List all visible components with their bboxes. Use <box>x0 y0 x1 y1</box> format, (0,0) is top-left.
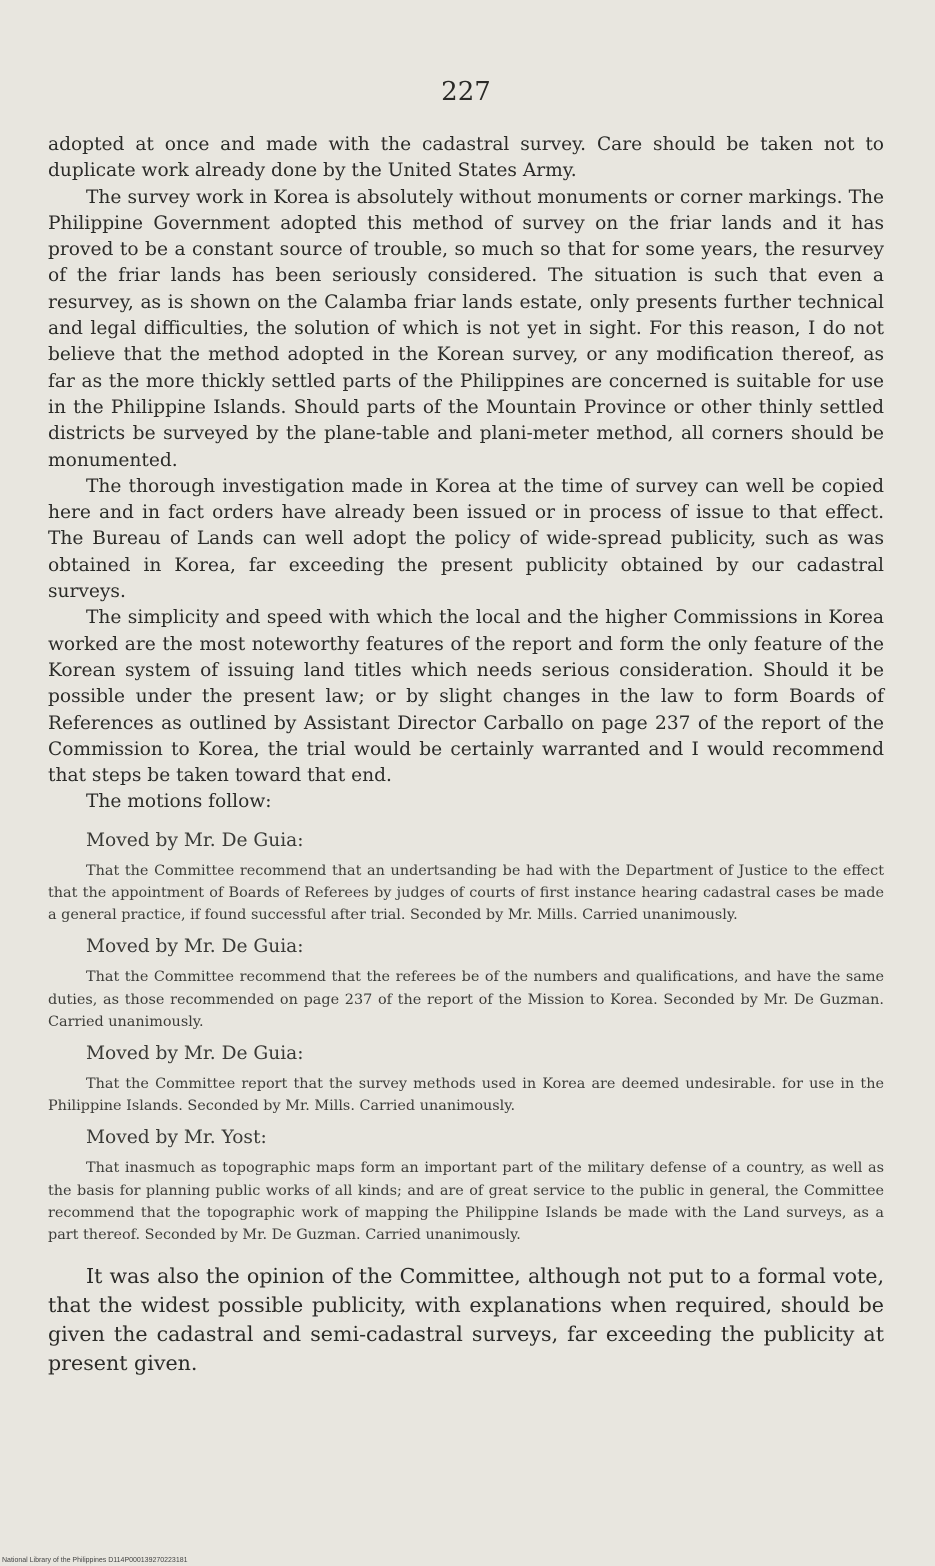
page-number: 227 <box>441 77 491 107</box>
motion-text: That the Committee recommend that an undertsanding be had with the Department of Justice to the effect that the appointment of Boards of Referees by judges of courts of first instance hearing cadastral cases be made a general practice, if found successful after trial. Seconded by Mr. Mills. Carried unanimously. <box>48 862 884 924</box>
paragraph-investigation: The thorough investigation made in Korea at the time of survey can well be copied here and in fact orders have already been issued or in process of issue to that effect. The Bureau of Lands can well adopt the policy of wide-spread publicity, such as was obtained in Korea, far exceeding the present publicity obtained by our cadastral surveys. <box>48 475 884 603</box>
motion-4 <box>48 1125 884 1246</box>
paragraph-continuation: adopted at once and made with the cadastral survey. Care should be taken not to duplicate work already done by the United States Army. <box>48 134 884 182</box>
motion-heading: Moved by Mr. De Guia: <box>86 1042 304 1064</box>
paragraph-simplicity: The simplicity and speed with which the local and the higher Commissions in Korea worked are the most noteworthy features of the report and form the only feature of the Korean system of issuing land titles which needs serious consideration. Should it be possible under the present law; or by slight changes in the law to form Boards of References as outlined by Assistant Director Carballo on page 237 of the report of the Commission to Korea, the trial would be certainly warranted and I would recommend that steps be taken toward that end. <box>48 607 884 787</box>
scan-footer: National Library of the Philippines D114P000139270223181 <box>2 1557 188 1564</box>
motion-text: That inasmuch as topographic maps form an important part of the military defense of a country, as well as the basis for planning public works of all kinds; and are of great service to the public in general, the Committee recommend that the topographic work of mapping the Philippine Islands be made with the Land surveys, as a part thereof. Seconded by Mr. De Guzman. Carried unanimously. <box>48 1160 884 1243</box>
paragraph-survey-korea: The survey work in Korea is absolutely without monuments or corner markings. The Philippine Government adopted this method of survey on the friar lands and it has proved to be a constant source of trouble, so much so that for some years, the resurvey of the friar lands has been seriously considered. The situation is such that even a resurvey, as is shown on the Calamba friar lands estate, only presents further technical and legal difficulties, the solution of which is not yet in sight. For this reason, I do not believe that the method adopted in the Korean survey, or any modification thereof, as far as the more thickly settled parts of the Philippines are concerned is suitable for use in the Philippine Islands. Should parts of the Mountain Province or other thinly settled districts be surveyed by the plane-table and plani-meter method, all corners should be monumented. <box>48 186 884 471</box>
motions-intro: The motions follow: <box>86 791 272 813</box>
motion-2 <box>48 934 884 1033</box>
closing-paragraph: It was also the opinion of the Committee, although not put to a formal vote, that the widest possible publicity, with explanations when required, should be given the cadastral and semi-cadastral surveys, far exceeding the publicity at present given. <box>48 1264 884 1376</box>
document-page <box>48 72 884 1378</box>
motion-heading: Moved by Mr. De Guia: <box>86 829 304 851</box>
motion-heading: Moved by Mr. De Guia: <box>86 936 304 958</box>
motion-text: That the Committee report that the survey methods used in Korea are deemed undesirable. for use in the Philippine Islands. Seconded by Mr. Mills. Carried unanimously. <box>48 1075 884 1115</box>
motion-heading: Moved by Mr. Yost: <box>86 1127 267 1149</box>
motion-1 <box>48 828 884 927</box>
motion-3 <box>48 1041 884 1117</box>
motion-text: That the Committee recommend that the referees be of the numbers and qualifications, and have the same duties, as those recommended on page 237 of the report of the Mission to Korea. Seconded by Mr. De Guzman. Carried unanimously. <box>48 969 884 1030</box>
